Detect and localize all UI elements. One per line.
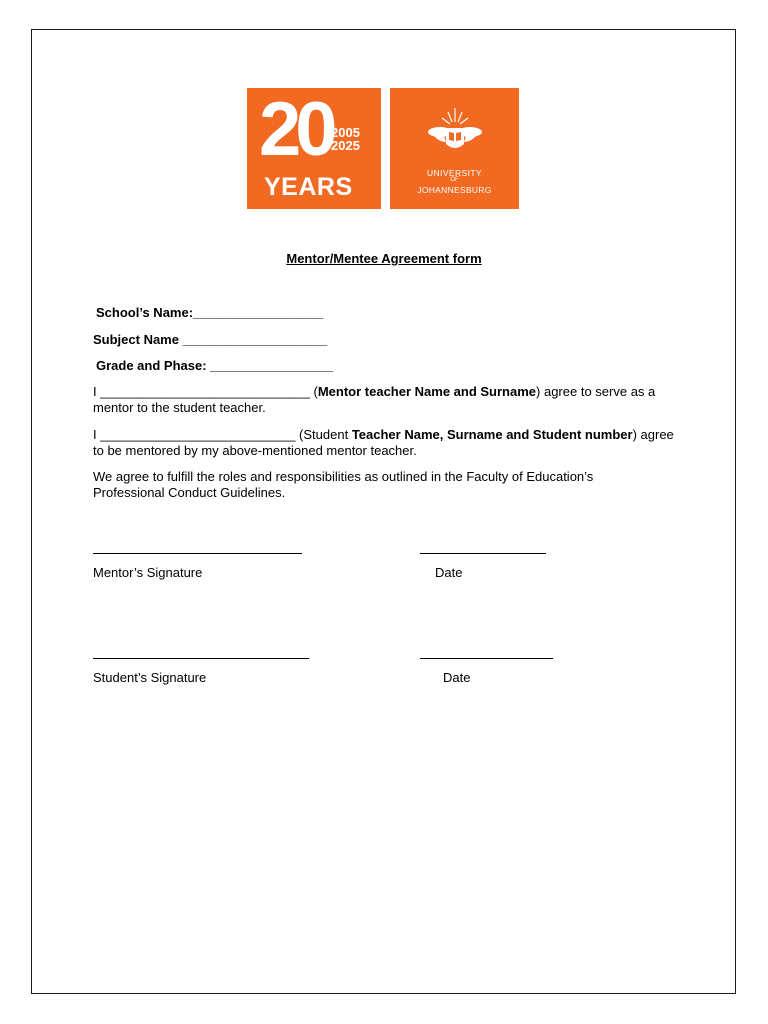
mentor-signature-label: Mentor’s Signature [93,565,203,580]
student-clause-bold: Teacher Name, Surname and Student number [351,427,633,442]
student-signature-line[interactable] [93,658,309,659]
university-of: OF [450,177,459,183]
logo-year-end: 2025 [331,138,360,153]
student-clause [93,427,683,459]
logo-year-start: 2005 [331,125,360,140]
student-clause-suffix: ) agree to be mentored by my above-mentioned mentor teacher. [93,427,674,458]
mentor-date-label: Date [435,565,463,580]
mentor-date-line[interactable] [420,553,546,554]
mentor-clause-suffix: ) agree to serve as a mentor to the student teacher. [93,384,656,415]
subject-name-field[interactable]: Subject Name ____________________ [93,332,328,347]
mentor-clause-bold: Mentor teacher Name and Surname [317,384,537,399]
student-date-line[interactable] [420,658,553,659]
student-clause-prefix: I ___________________________ (Student [93,427,352,442]
logo-years-word: YEARS [264,173,353,201]
form-title: Mentor/Mentee Agreement form [286,251,482,266]
mentor-clause [93,384,683,416]
agreement-text: We agree to fulfill the roles and responsibilities as outlined in the Faculty of Education’s Professional Conduct Guidelines. [93,469,594,500]
mentor-clause-prefix: I _____________________________ ( [93,384,318,399]
grade-phase-field[interactable]: Grade and Phase: _________________ [96,358,334,373]
student-signature-label: Student’s Signature [93,670,207,685]
mentor-signature-line[interactable] [93,553,302,554]
school-name-field[interactable]: School’s Name:__________________ [96,305,324,320]
logo-number: 20 [259,87,332,172]
university-word: UNIVERSITY [426,168,482,178]
20-years-logo [247,88,381,209]
crest-icon [424,102,486,164]
page-border [31,29,736,994]
university-city: JOHANNESBURG [417,185,492,195]
university-logo [390,88,519,209]
student-date-label: Date [443,670,471,685]
